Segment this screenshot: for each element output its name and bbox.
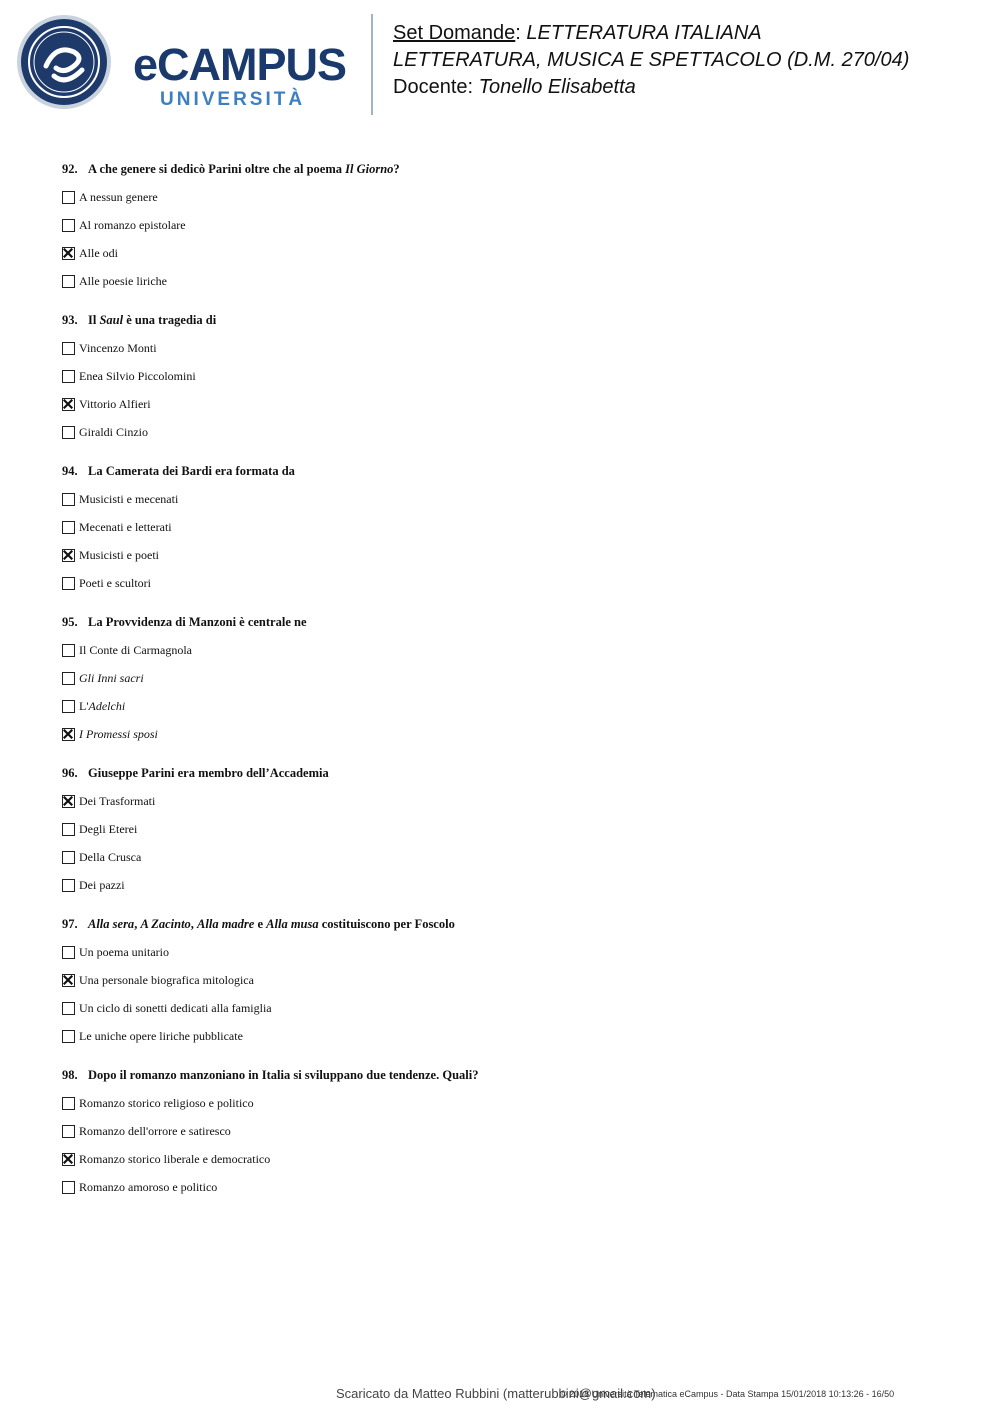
x-mark-icon [63,550,73,560]
question-text [62,1068,478,1083]
answer-label: Le uniche opere liriche pubblicate [79,1028,243,1043]
answer-option[interactable] [62,642,192,658]
answer-label: Mecenati e letterati [79,519,172,534]
checked-checkbox[interactable] [62,795,75,808]
header-divider [371,14,373,115]
question-number: 96. [62,766,78,780]
answer-option[interactable] [62,944,169,960]
answer-label: Il Conte di Carmagnola [79,642,192,657]
answer-option[interactable] [62,368,196,384]
answer-label: A nessun genere [79,189,158,204]
answer-label: Una personale biografica mitologica [79,972,254,987]
docente-label: Docente: [393,76,479,98]
header-set-line [393,22,762,45]
answer-option[interactable] [62,1179,217,1195]
question-number: 93. [62,313,78,327]
checkbox[interactable] [62,577,75,590]
checkbox[interactable] [62,1097,75,1110]
question-text-part: Il [88,313,100,327]
answer-option[interactable] [62,273,167,289]
checkbox[interactable] [62,851,75,864]
answer-label: Musicisti e mecenati [79,491,179,506]
answer-label: Un poema unitario [79,944,169,959]
set-label: Set Domande [393,22,516,44]
question-text-part: Saul [99,313,124,327]
answer-option[interactable] [62,1028,243,1044]
checkbox[interactable] [62,521,75,534]
checkbox[interactable] [62,823,75,836]
question-text-part: e [254,917,267,931]
answer-option[interactable] [62,340,157,356]
brand-subtitle: UNIVERSITÀ [160,89,306,110]
university-seal-logo [16,14,112,110]
checkbox[interactable] [62,342,75,355]
answer-label: Vincenzo Monti [79,340,157,355]
x-mark-icon [63,248,73,258]
docente-name: Tonello Elisabetta [478,76,636,98]
answer-option[interactable] [62,849,141,865]
question-text [62,615,307,630]
answer-label: Poeti e scultori [79,575,151,590]
checkbox[interactable] [62,275,75,288]
answer-label: I Promessi sposi [79,726,158,741]
answer-option[interactable] [62,972,254,988]
x-mark-icon [63,729,73,739]
checkbox[interactable] [62,1030,75,1043]
checkbox[interactable] [62,879,75,892]
answer-label: L' [79,698,89,713]
brand-name: eCAMPUS [133,39,347,90]
answer-label: Dei pazzi [79,877,125,892]
header-docente-line [393,76,636,99]
answer-label: Gli Inni sacri [79,670,144,685]
course-title: LETTERATURA ITALIANA [526,22,762,44]
answer-label: Al romanzo epistolare [79,217,186,232]
question-text-part: A Zacinto [140,917,191,931]
question-text [62,313,216,328]
question-number: 95. [62,615,78,629]
answer-label-italic: Adelchi [88,698,126,713]
question-text-part: La Camerata dei Bardi era formata da [88,464,295,478]
checked-checkbox[interactable] [62,728,75,741]
checked-checkbox[interactable] [62,398,75,411]
answer-option[interactable] [62,793,155,809]
answer-option[interactable] [62,491,178,507]
checked-checkbox[interactable] [62,247,75,260]
question-text-part: ? [393,162,400,176]
answer-option[interactable] [62,877,125,893]
answer-option[interactable] [62,189,158,205]
answer-label: Vittorio Alfieri [79,396,151,411]
question-number: 98. [62,1068,78,1082]
set-separator: : [515,22,527,44]
answer-option[interactable] [62,547,159,563]
checkbox[interactable] [62,700,75,713]
checkbox[interactable] [62,219,75,232]
question-text [62,162,400,177]
answer-option[interactable] [62,821,137,837]
answer-option[interactable] [62,396,151,412]
answer-option[interactable] [62,575,151,591]
answer-option[interactable] [62,1123,231,1139]
question-text-part: Alla musa [266,917,319,931]
answer-label: Enea Silvio Piccolomini [79,368,196,383]
answer-option[interactable] [62,670,144,686]
checkbox[interactable] [62,644,75,657]
answer-label: Giraldi Cinzio [79,424,148,439]
checked-checkbox[interactable] [62,974,75,987]
answer-option[interactable] [62,424,148,440]
question-text-part: costituiscono per Foscolo [318,917,455,931]
question-text-part: , [190,917,198,931]
checkbox[interactable] [62,426,75,439]
checkbox[interactable] [62,493,75,506]
answer-label: Della Crusca [79,849,142,864]
x-mark-icon [63,399,73,409]
answer-option[interactable] [62,1000,272,1016]
answer-label: Alle poesie liriche [79,273,167,288]
print-info-footer: © 2018 Università Telematica eCampus - Data Stampa 15/01/2018 10:13:26 - 16/50 [560,1389,895,1399]
question-number: 92. [62,162,78,176]
answer-label: Alle odi [79,245,118,260]
question-number: 94. [62,464,78,478]
question-text [62,917,455,932]
question-text-part: Giuseppe Parini era membro dell’Accademia [88,766,329,780]
answer-option[interactable] [62,245,118,261]
checkbox[interactable] [62,1002,75,1015]
question-text-part: Alla sera [88,917,135,931]
question-text-part: Dopo il romanzo manzoniano in Italia si sviluppano due tendenze. Quali? [88,1068,479,1082]
checked-checkbox[interactable] [62,549,75,562]
answer-label: Un ciclo di sonetti dedicati alla famiglia [79,1000,272,1015]
question-text-part: La Provvidenza di Manzoni è centrale ne [88,615,307,629]
checkbox[interactable] [62,370,75,383]
x-mark-icon [63,796,73,806]
answer-option[interactable] [62,1151,270,1167]
question-number: 97. [62,917,78,931]
answer-label: Romanzo amoroso e politico [79,1179,218,1194]
checkbox[interactable] [62,946,75,959]
answer-option[interactable] [62,519,172,535]
question-text [62,464,295,479]
answer-option[interactable] [62,1095,254,1111]
checkbox[interactable] [62,1125,75,1138]
question-text-part: Il Giorno [345,162,394,176]
download-footer: Scaricato da Matteo Rubbini (matterubbini@gmail.com) [336,1386,656,1401]
answer-label: Degli Eterei [79,821,138,836]
question-text-part: è una tragedia di [123,313,217,327]
question-text-part: Alla madre [197,917,255,931]
answer-label: Dei Trasformati [79,793,156,808]
checked-checkbox[interactable] [62,1153,75,1166]
answer-label: Romanzo dell'orrore e satiresco [79,1123,231,1138]
checkbox[interactable] [62,672,75,685]
checkbox[interactable] [62,1181,75,1194]
question-text [62,766,329,781]
program-title: LETTERATURA, MUSICA E SPETTACOLO (D.M. 270/04) [393,49,910,71]
answer-label: Romanzo storico liberale e democratico [79,1151,271,1166]
x-mark-icon [63,975,73,985]
answer-option[interactable] [62,217,186,233]
question-text-part: A che genere si dedicò Parini oltre che al poema [88,162,346,176]
answer-label: Musicisti e poeti [79,547,159,562]
answer-option[interactable] [62,698,125,714]
answer-option[interactable] [62,726,158,742]
question-text-part: , [134,917,141,931]
x-mark-icon [63,1154,73,1164]
answer-label: Romanzo storico religioso e politico [79,1095,254,1110]
checkbox[interactable] [62,191,75,204]
